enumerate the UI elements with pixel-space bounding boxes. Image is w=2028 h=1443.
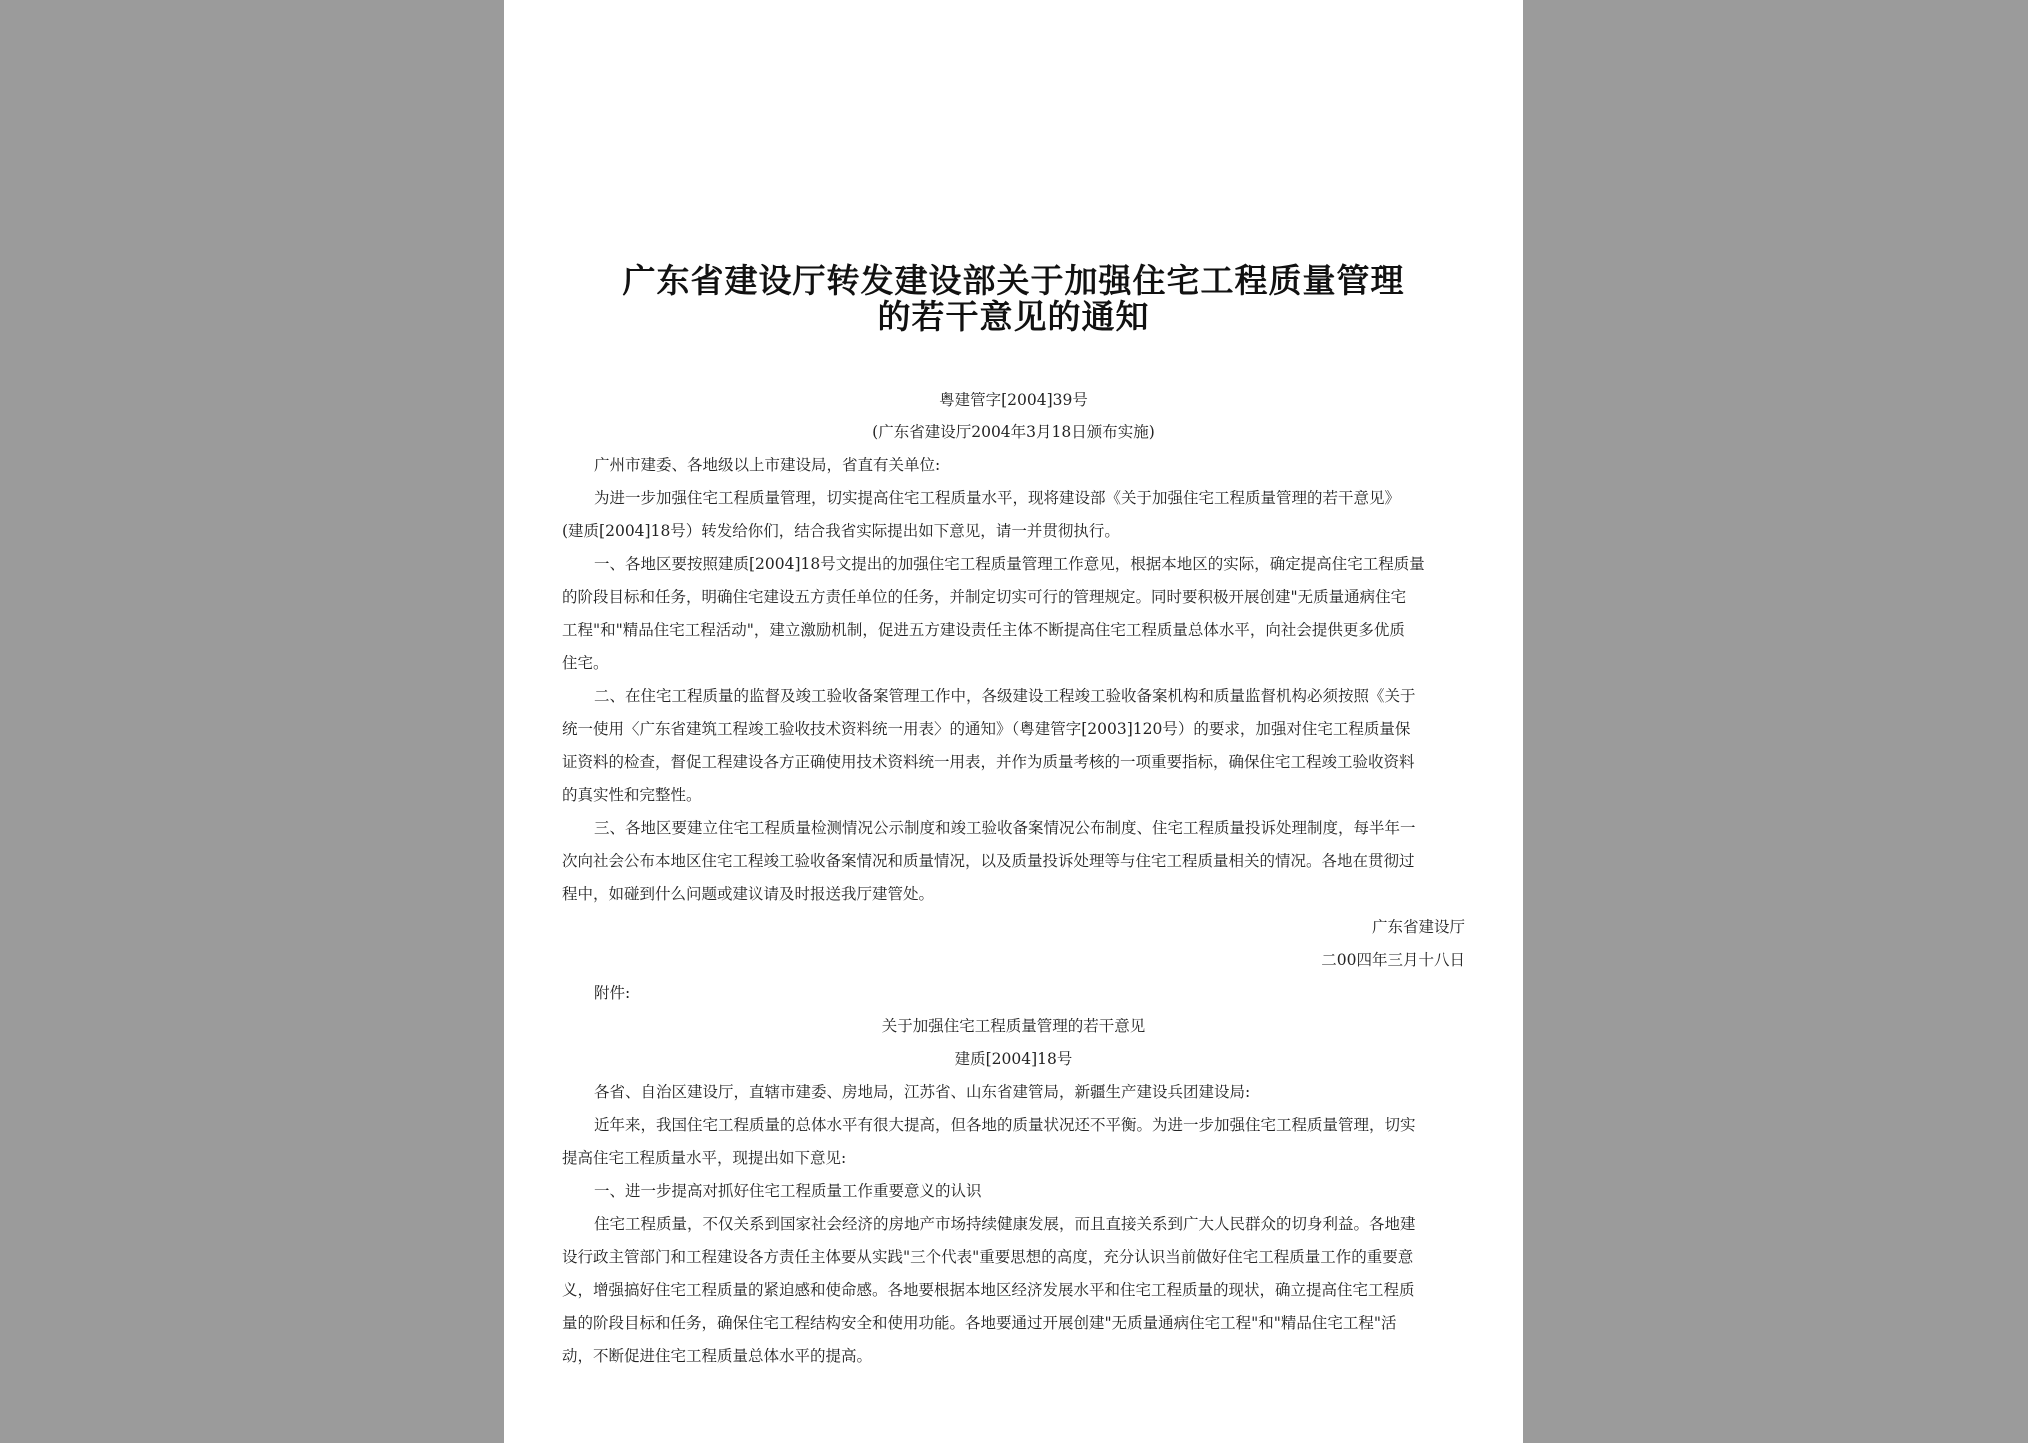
attachment-paragraph-line: 动，不断促进住宅工程质量总体水平的提高。 [562,1347,873,1365]
attachment-addressee: 各省、自治区建设厅，直辖市建委、房地局，江苏省、山东省建管局，新疆生产建设兵团建设局: [594,1083,1251,1101]
attachment-label: 附件: [594,984,631,1002]
document-title-line-2: 的若干意见的通知 [877,297,1150,336]
paragraph-1-line: 一、各地区要按照建质[2004]18号文提出的加强住宅工程质量管理工作意见，根据本地区的实际，确定提高住宅工程质量 [594,555,1425,573]
signature-organization: 广东省建设厅 [1371,918,1465,936]
intro-paragraph-line: 为进一步加强住宅工程质量管理，切实提高住宅工程质量水平，现将建设部《关于加强住宅工程质量管理的若干意见》 [594,489,1401,507]
paragraph-1-line: 工程"和"精品住宅工程活动"，建立激励机制，促进五方建设责任主体不断提高住宅工程质量总体水平，向社会提供更多优质 [562,621,1405,639]
paragraph-1-line: 的阶段目标和任务，明确住宅建设五方责任单位的任务，并制定切实可行的管理规定。同时要积极开展创建"无质量通病住宅 [562,588,1407,606]
attachment-paragraph-line: 义，增强搞好住宅工程质量的紧迫感和使命感。各地要根据本地区经济发展水平和住宅工程质量的现状，确立提高住宅工程质 [562,1281,1415,1299]
attachment-paragraph-line: 设行政主管部门和工程建设各方责任主体要从实践"三个代表"重要思想的高度，充分认识当前做好住宅工程质量工作的重要意 [562,1248,1414,1266]
document-page [504,0,1523,1443]
intro-paragraph-line: (建质[2004]18号）转发给你们，结合我省实际提出如下意见，请一并贯彻执行。 [562,522,1120,540]
attachment-paragraph-line: 量的阶段目标和任务，确保住宅工程结构安全和使用功能。各地要通过开展创建"无质量通病住宅工程"和"精品住宅工程"活 [562,1314,1397,1332]
issue-note: (广东省建设厅2004年3月18日颁布实施) [872,423,1155,441]
document-number: 粤建管字[2004]39号 [939,391,1088,409]
attachment-number: 建质[2004]18号 [954,1050,1073,1068]
attachment-section-heading: 一、进一步提高对抓好住宅工程质量工作重要意义的认识 [594,1182,982,1200]
attachment-paragraph-line: 住宅工程质量，不仅关系到国家社会经济的房地产市场持续健康发展，而且直接关系到广大人民群众的切身利益。各地建 [594,1215,1416,1233]
paragraph-2-line: 证资料的检查，督促工程建设各方正确使用技术资料统一用表，并作为质量考核的一项重要指标，确保住宅工程竣工验收资料 [562,753,1415,771]
paragraph-1-line: 住宅。 [562,654,609,672]
attachment-intro-line: 近年来，我国住宅工程质量的总体水平有很大提高，但各地的质量状况还不平衡。为进一步加强住宅工程质量管理，切实 [594,1116,1416,1134]
attachment-intro-line: 提高住宅工程质量水平，现提出如下意见: [562,1149,847,1167]
addressee: 广州市建委、各地级以上市建设局，省直有关单位: [594,456,941,474]
paragraph-2-line: 的真实性和完整性。 [562,786,702,804]
paragraph-2-line: 二、在住宅工程质量的监督及竣工验收备案管理工作中，各级建设工程竣工验收备案机构和质量监督机构必须按照《关于 [594,687,1416,705]
paragraph-3-line: 程中，如碰到什么问题或建议请及时报送我厅建管处。 [562,885,935,903]
paragraph-3-line: 次向社会公布本地区住宅工程竣工验收备案情况和质量情况，以及质量投诉处理等与住宅工程质量相关的情况。各地在贯彻过 [562,852,1415,870]
paragraph-3-line: 三、各地区要建立住宅工程质量检测情况公示制度和竣工验收备案情况公布制度、住宅工程质量投诉处理制度，每半年一 [594,819,1416,837]
signature-date: 二00四年三月十八日 [1321,951,1465,969]
attachment-title: 关于加强住宅工程质量管理的若干意见 [881,1017,1146,1035]
document-title-line-1: 广东省建设厅转发建设部关于加强住宅工程质量管理 [622,261,1405,300]
paragraph-2-line: 统一使用〈广东省建筑工程竣工验收技术资料统一用表〉的通知》（粤建管字[2003]120号）的要求，加强对住宅工程质量保 [562,720,1411,738]
